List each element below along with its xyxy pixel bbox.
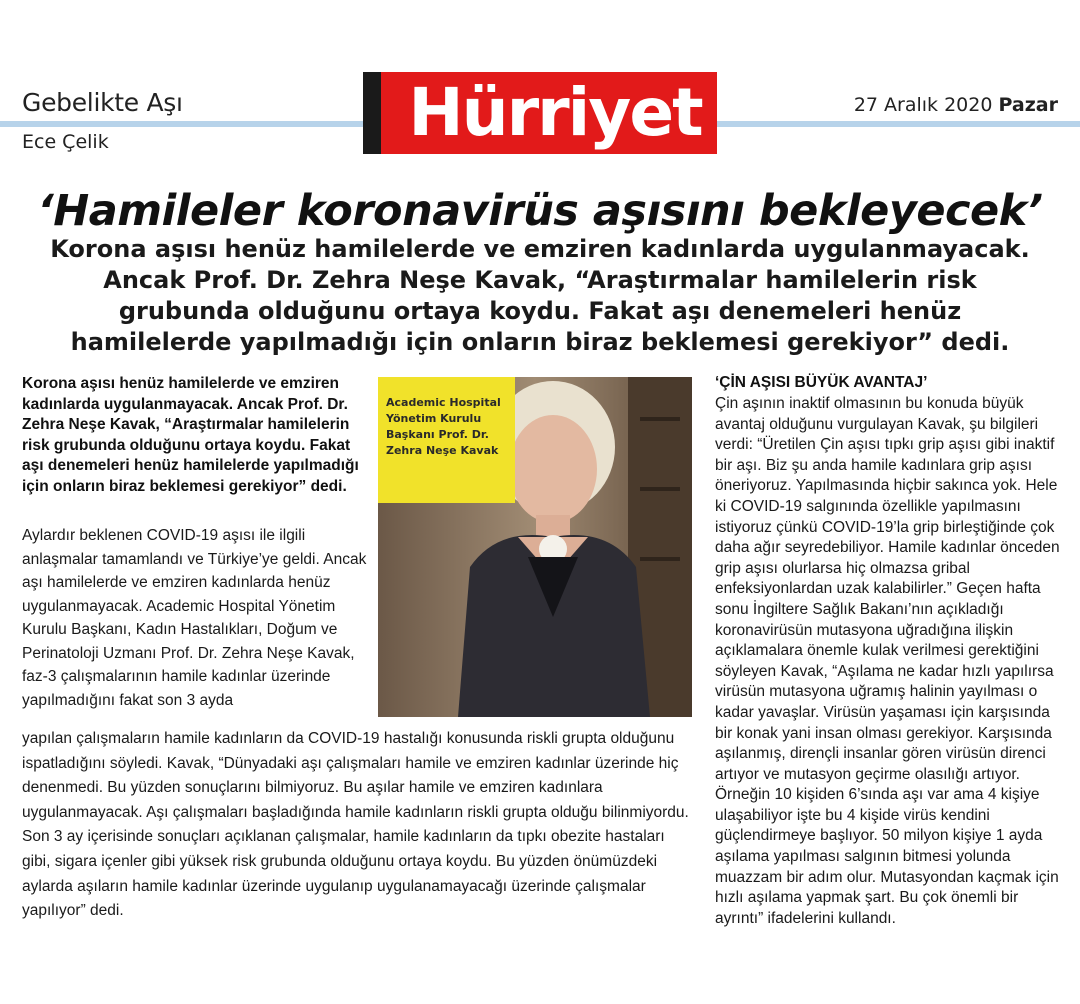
article-deck: Korona aşısı henüz hamilelerde ve emziren kadınlarda uygulanmayacak. Ancak Prof. Dr. Zehra Neşe Kavak, “Araştırmalar hamilelerin risk grubunda olduğunu ortaya koydu. Fakat aşı denemeleri henüz hamilelerde yapılmadığı için onların biraz beklemesi gerekiyor” dedi. (50, 235, 1030, 356)
photo-caption-box (378, 377, 515, 503)
article-body-wide (22, 727, 692, 924)
hurriyet-logo (363, 72, 717, 154)
publication-date (854, 94, 1058, 116)
sidebar-body (715, 394, 1060, 929)
section-title: Gebelikte Aşı (22, 88, 183, 117)
date-text: 27 Aralık 2020 (853, 94, 993, 116)
body-left-text: Aylardır beklenen COVID-19 aşısı ile ilgili anlaşmalar tamamlandı ve Türkiye’ye geldi. Ancak aşı hamilelerde ve emziren kadınlarda henüz uygulanmayacak. Academic Hospital Yönetim Kurulu Başkanı, Kadın Hastalıkları, Doğum ve Perinatoloji Uzmanı Prof. Dr. Zehra Neşe Kavak, faz-3 çalışmalarının hamile kadınlar üzerinde yapılmadığını fakat son 3 ayda (22, 527, 367, 709)
body-wide-text: yapılan çalışmaların hamile kadınların da COVID-19 hastalığı konusunda riskli grupta olduğunu ispatladığını söyledi. Kavak, “Dünyadaki aşı çalışmaları hamile ve emziren kadınlar üzerinde hiç denenmedi. Bu yüzden sonuçlarını bilmiyoruz. Bu aşılar hamile ve emziren kadınlara uygulanmayacak. Aşı çalışmaları başladığında hamile kadınların riskli grupta olduğu bilinmiyordu. Son 3 ay içerisinde sonuçları açıklanan çalışmalar, hamile kadınların da tıpkı obezite hastaları gibi, sigara içenler gibi yüksek risk grubunda olduğunu ortaya koydu. Bu yüzden önümüzdeki aylarda aşıların hamile kadınlar üzerinde uygulanıp uygulanamayacağı üzerinde çalışmalar yapılıyor” dedi. (22, 730, 689, 920)
article-intro (22, 374, 368, 498)
article-headline: ‘Hamileler koronavirüs aşısını bekleyecek’ (37, 186, 1043, 236)
photo-caption: Academic Hospital Yönetim Kurulu Başkanı Prof. Dr. Zehra Neşe Kavak (386, 396, 501, 457)
logo-text: Hürriyet (408, 74, 702, 151)
sidebar-heading: ‘ÇİN AŞISI BÜYÜK AVANTAJ’ (715, 374, 928, 391)
author-name: Ece Çelik (22, 131, 109, 153)
day-text: Pazar (998, 94, 1058, 116)
article-body-left (22, 524, 368, 712)
intro-text: Korona aşısı henüz hamilelerde ve emziren kadınlarda uygulanmayacak. Ancak Prof. Dr. Zehra Neşe Kavak, “Araştırmalar hamilelerin risk grubunda olduğunu ortaya koydu. Fakat aşı denemeleri henüz hamilelerde yapılmadığı için onların biraz beklemesi gerekiyor” dedi. (22, 375, 359, 495)
sidebar-text: Çin aşının inaktif olmasının bu konuda büyük avantaj olduğunu vurgulayan Kavak, şu bilgileri verdi: “Üretilen Çin aşısı tıpkı grip aşısı gibi inaktif bir aşı. Biz şu anda hamile kadınlara grip aşısı öneriyoruz. Yapılmasında hiçbir sakınca yok. Hele ki COVID-19 salgınında özellikle yapılmasını istiyoruz çünkü COVID-19’la grip birleştiğinde çok daha ağır seyredebiliyor. Hamile kadınlar önceden grip aşısı olurlarsa hiç olmazsa gribal enfeksiyonlardan uzak kalabilirler.” Geçen hafta sonu İngiltere Sağlık Bakanı’nın açıkladığı koronavirüsün mutasyona uğradığına ilişkin açıklamalara önemle kulak verilmesi gerektiğini söyleyen Kavak, “Aşılama ne kadar hızlı yapılırsa virüsün mutasyona uğramış halinin yayılması o kadar yavaşlar. Virüsün yaşaması için karşısında bir konak yani insan olması gerekiyor. Karşısında aşılanmış, dirençli insanlar gören virüsün direnci artıyor ve mutasyon geçirme olasılığı artıyor. Örneğin 10 kişiden 6’sında aşı var ama 4 kişiye ulaşabiliyor işte bu 4 kişide virüs kendini güçlendirmeye başlıyor. 50 milyon kişiye 1 ayda aşılama yapılması salgının bitmesi yolunda muazzam bir adım olur. Mutasyondan kaçmak için hızlı aşılama yapmak şart. Bu çok önemli bir ayrıntı” ifadelerini kullandı. (715, 395, 1060, 927)
